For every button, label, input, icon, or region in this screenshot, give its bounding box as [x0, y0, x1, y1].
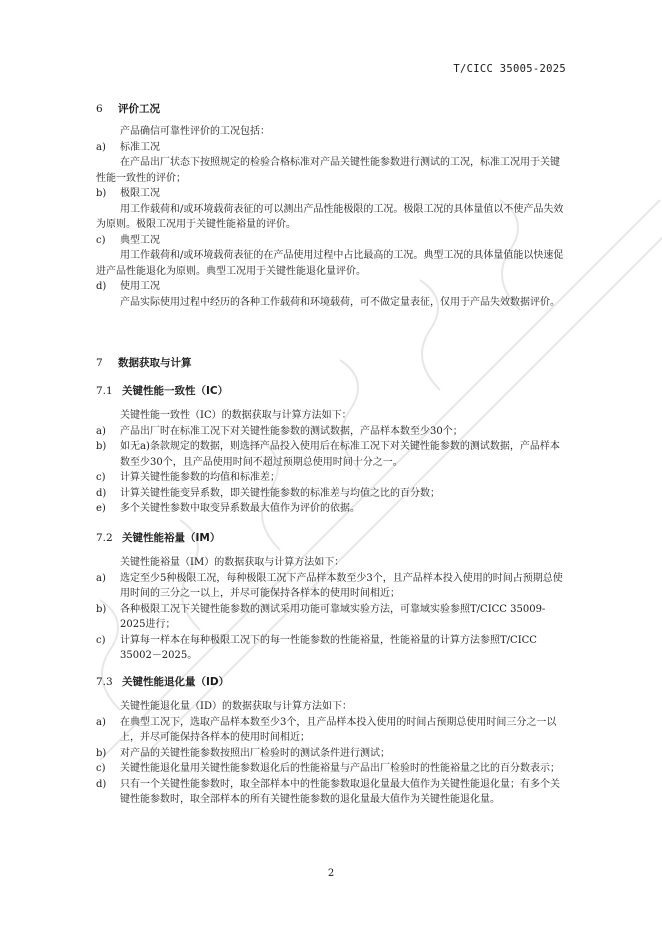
intro-paragraph: 关键性能裕量（IM）的数据获取与计算方法如下： [120, 557, 345, 568]
list-item [96, 140, 566, 156]
section-7-2-heading [96, 530, 220, 545]
list-item [96, 761, 566, 777]
section-7-1-heading [96, 383, 228, 398]
list-marker: a) [96, 572, 106, 584]
item-label: 使用工况 [120, 281, 160, 292]
list-item [96, 424, 566, 440]
list-marker: d) [96, 778, 107, 790]
section-7-heading [96, 355, 192, 370]
item-text: 计算每一样本在每种极限工况下的每一性能参数的性能裕量，性能裕量的计算方法参照T/CICC 35002－2025。 [120, 634, 537, 661]
section-number: 6 [96, 103, 103, 115]
list-marker: a) [96, 141, 106, 153]
document-id-header: T/CICC 35005-2025 [453, 63, 566, 75]
item-text: 计算关键性能变异系数，即关键性能参数的标准差与均值之比的百分数； [120, 487, 440, 499]
list-item [96, 233, 566, 249]
list-marker: c) [96, 634, 106, 646]
item-paragraph: 在产品出厂状态下按照规定的检验合格标准对产品关键性能参数进行测试的工况，标准工况用于关键性能一致性的评价； [96, 157, 560, 184]
intro-paragraph: 产品确信可靠性评价的工况包括： [120, 126, 270, 137]
item-label: 典型工况 [120, 234, 160, 246]
item-text: 在典型工况下，选取产品样本数至少3个，且产品样本投入使用的时间占预期总使用时间三分之一以上，并尽可能保持各样本的使用时间相近； [120, 716, 557, 743]
section-number: 7 [96, 357, 103, 369]
item-text: 产品出厂时在标准工况下对关键性能参数的测试数据，产品样本数至少30个； [120, 425, 463, 437]
item-text: 选定至少5种极限工况，每种极限工况下产品样本数至少3个，且产品样本投入使用的时间占预期总使用时间的三分之一以上，并尽可能保持各样本的使用时间相近； [120, 572, 563, 599]
item-paragraph: 用工作载荷和/或环境载荷表征的在产品使用过程中占比最高的工况。典型工况的具体量值能以快速促进产品性能退化为原则。典型工况用于关键性能退化量评价。 [96, 250, 564, 277]
list-item [96, 777, 566, 808]
list-item [96, 470, 566, 486]
list-marker: d) [96, 281, 107, 292]
section-7-2-body [96, 555, 566, 664]
section-title: 关键性能一致性（IC） [122, 385, 229, 397]
list-item [96, 439, 566, 470]
section-7-3-heading [96, 674, 229, 689]
item-label: 标准工况 [120, 141, 160, 153]
list-marker: a) [96, 425, 106, 437]
list-marker: c) [96, 234, 106, 246]
section-title: 数据获取与计算 [118, 357, 192, 369]
list-item [96, 501, 566, 517]
item-label: 极限工况 [120, 188, 160, 199]
list-item [96, 602, 566, 633]
section-6-heading [96, 101, 160, 116]
section-title: 关键性能裕量（IM） [122, 532, 221, 544]
item-text: 计算关键性能参数的均值和标准差； [120, 472, 280, 483]
list-item [96, 279, 566, 295]
item-text: 多个关键性参数中取变异系数最大值作为评价的依据。 [120, 503, 360, 514]
section-number: 7.1 [96, 385, 113, 397]
list-item [96, 571, 566, 602]
list-marker: a) [96, 716, 106, 728]
section-7-3-body [96, 699, 566, 808]
item-paragraph: 用工作载荷和/或环境载荷表征的可以测出产品性能极限的工况。极限工况的具体量值以不使产品失效为原则。极限工况用于关键性能裕量的评价。 [96, 203, 564, 230]
list-marker: d) [96, 487, 107, 499]
item-text: 对产品的关键性能参数按照出厂检验时的测试条件进行测试； [120, 747, 390, 759]
section-title: 关键性能退化量（ID） [122, 676, 230, 688]
list-item [96, 633, 566, 664]
intro-paragraph: 关键性能退化量（ID）的数据获取与计算方法如下： [120, 701, 352, 712]
item-paragraph: 产品实际使用过程中经历的各种工作载荷和环境载荷，可不做定量表征，仅用于产品失效数据评价。 [120, 296, 560, 308]
list-item [96, 186, 566, 202]
section-7-1-body [96, 408, 566, 517]
item-text: 关键性能退化量用关键性能参数退化后的性能裕量与产品出厂检验时的性能裕量之比的百分数表示； [120, 763, 560, 774]
item-text: 如无a)条款规定的数据，则选择产品投入使用后在标准工况下对关键性能参数的测试数据，产品样本数至少30个，且产品使用时间不超过预期总使用时间十分之一。 [120, 441, 560, 468]
section-number: 7.3 [96, 676, 113, 688]
list-marker: e) [96, 503, 106, 514]
list-item [96, 486, 566, 502]
section-6-body [96, 124, 566, 310]
list-marker: b) [96, 603, 107, 615]
list-marker: b) [96, 441, 107, 452]
item-text: 只有一个关键性能参数时，取全部样本中的性能参数取退化量最大值作为关键性能退化量；有多个关键性能参数时，取全部样本的所有关键性能参数的退化量最大值作为关键性能退化量。 [120, 778, 560, 805]
page-number: 2 [327, 868, 335, 879]
list-marker: b) [96, 747, 107, 759]
list-marker: c) [96, 763, 106, 774]
section-number: 7.2 [96, 532, 113, 544]
list-item [96, 715, 566, 746]
list-marker: c) [96, 472, 106, 483]
item-text: 各种极限工况下关键性能参数的测试采用功能可靠域实验方法，可靠域实验参照T/CICC 35009-2025进行； [120, 603, 546, 630]
list-marker: b) [96, 188, 107, 199]
intro-paragraph: 关键性能一致性（IC）的数据获取与计算方法如下： [120, 410, 352, 421]
list-item [96, 746, 566, 762]
section-title: 评价工况 [118, 103, 160, 115]
